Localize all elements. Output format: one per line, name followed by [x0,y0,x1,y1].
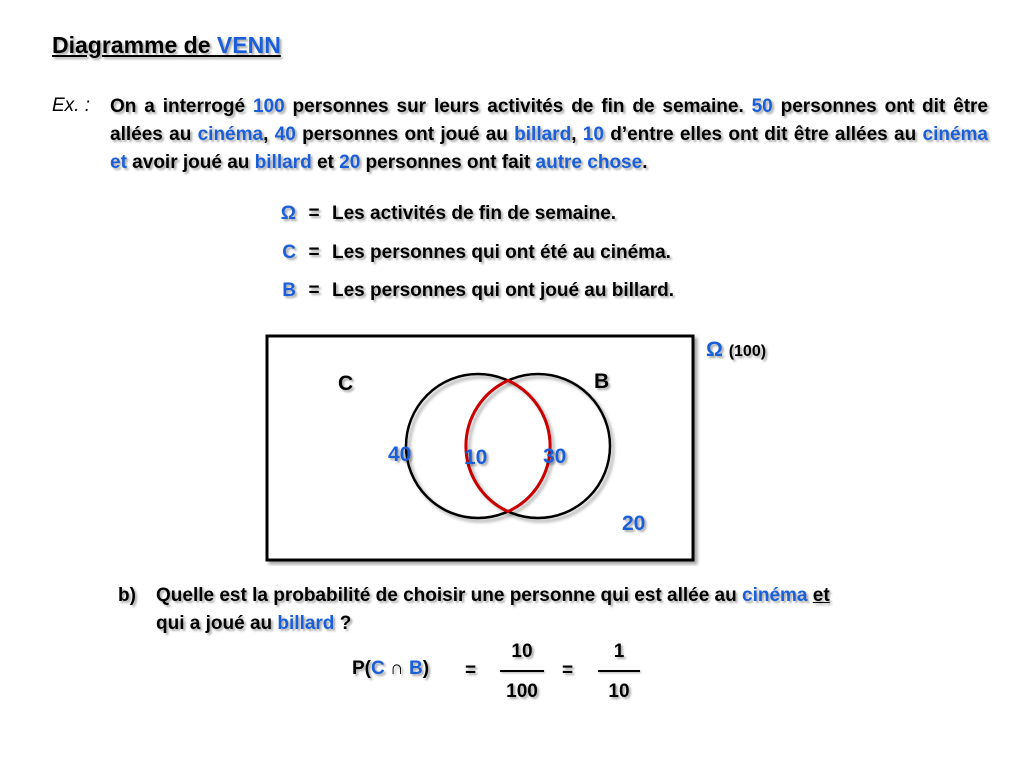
highlighted-term: 100 [252,96,285,117]
definition-equals: = [308,203,320,224]
probability-expression [352,658,429,680]
only-cinema-count: 40 [388,443,412,466]
set-c-symbol: C [282,242,296,263]
definition-c [268,242,671,268]
paragraph-text: personnes ont fait [360,152,536,173]
universe-label [706,338,766,362]
omega-symbol: Ω [280,203,296,224]
fraction-2-numerator: 1 [613,641,625,662]
question-text: Quelle est la probabilité de choisir une personne qui est allée au [156,585,742,606]
equals-sign-1: = [465,660,477,681]
outside-count: 20 [622,512,646,535]
page-title [52,32,281,59]
highlighted-term: cinéma [742,585,808,606]
question-line-1 [118,582,988,610]
question-text-1 [156,585,830,606]
exercise-label: Ex. : [52,95,91,116]
definition-equals: = [308,280,320,301]
fraction-1-denominator: 100 [506,681,538,702]
highlighted-term: billard [514,124,572,145]
fraction-2-bar [598,670,640,672]
question-b [118,582,988,638]
formula-set-b: B [409,658,423,679]
definition-omega [268,203,616,229]
highlighted-term: 50 [751,96,773,117]
paragraph-text: , [571,124,583,145]
definition-text: Les personnes qui ont été au cinéma. [332,242,671,263]
paragraph-text: personnes sur leurs activités de fin de semaine. [284,96,752,117]
probability-open: P( [352,658,371,679]
underlined-term: et [812,585,830,606]
fraction-1-numerator: 10 [511,641,533,662]
fraction-1-bar [500,670,544,672]
highlighted-term: billard [277,613,335,634]
paragraph-text: On a interrogé [110,96,253,117]
highlighted-term: 10 [582,124,604,145]
paragraph-text: personnes ont dit être allées au [110,96,988,145]
omega-symbol: Ω [706,338,723,361]
definition-text: Les personnes qui ont joué au billard. [332,280,675,301]
definition-text: Les activités de fin de semaine. [332,203,617,224]
probability-close: ) [422,658,430,679]
title-highlight: VENN [216,32,281,58]
paragraph-text: avoir joué au [126,152,255,173]
paragraph-text: . [642,152,648,173]
equals-sign-2: = [562,660,574,681]
set-b-symbol: B [282,280,296,301]
paragraph-text: et [311,152,340,173]
universe-count: (100) [728,343,767,360]
highlighted-term: autre chose [535,152,643,173]
question-text: qui a joué au [156,613,278,634]
highlighted-term: cinéma [197,124,264,145]
set-b-label: B [594,370,610,393]
highlighted-term: cinéma et [110,124,988,173]
question-text: ? [334,613,352,634]
question-prefix: b) [118,585,136,606]
title-prefix: Diagramme de [52,32,217,58]
definition-b [268,280,674,306]
definition-equals: = [308,242,320,263]
only-billard-count: 30 [543,445,567,468]
fraction-2-denominator: 10 [608,681,630,702]
paragraph-text: , [263,124,275,145]
set-c-label: C [338,372,354,395]
paragraph-text: d’entre elles ont dit être allées au [603,124,923,145]
paragraph-text: personnes ont joué au [295,124,515,145]
question-line-2 [118,610,988,638]
highlighted-term: 40 [274,124,296,145]
highlighted-term: billard [254,152,312,173]
intersection-count: 10 [464,446,488,469]
formula-set-c: C [371,658,385,679]
highlighted-term: 20 [339,152,361,173]
intersection-symbol: ∩ [390,658,404,679]
exercise-paragraph [110,93,988,177]
